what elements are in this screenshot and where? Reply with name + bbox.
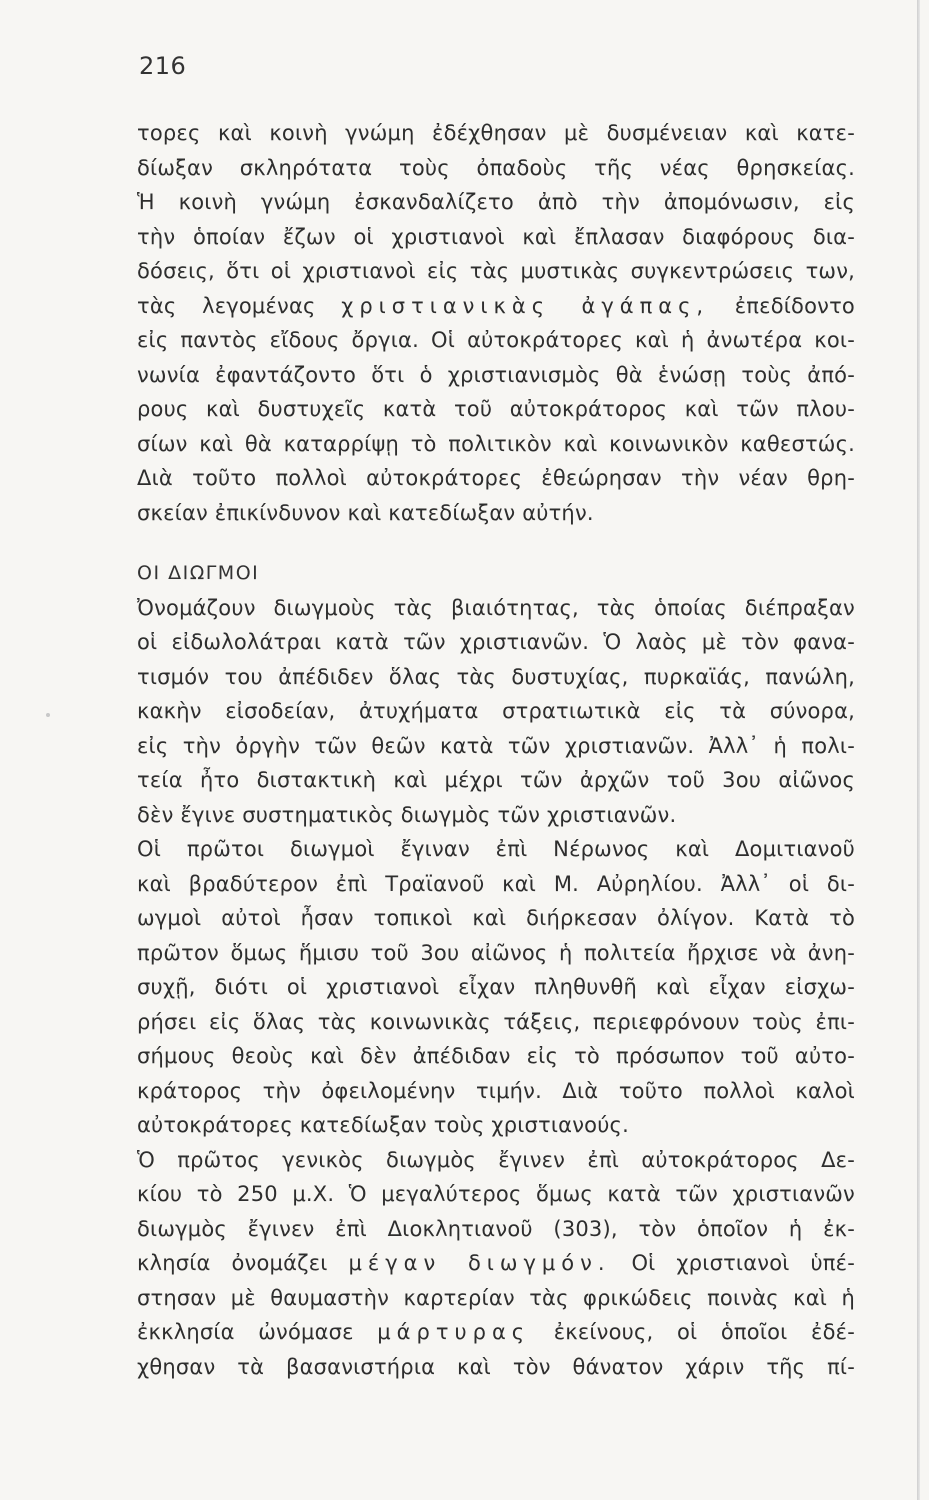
text-line: κράτορος τὴν ὀφειλομένην τιμήν. Διὰ τοῦτο πολλοὶ καλοὶ [137,1078,855,1103]
text-run: ἐπεδίδοντο [734,293,855,318]
emphasized-term: μέγαν διωγμόν. [348,1251,611,1275]
text-line: αὐτοκράτορες κατεδίωξαν τοὺς χριστιανούς. [137,1113,629,1137]
text-line: τισμόν του ἀπέδιδεν ὅλας τὰς δυστυχίας, πυρκαϊάς, πανώλη, [137,664,855,689]
body-text [137,116,855,1384]
page-edge-shadow [917,0,920,1500]
text-line: Οἱ πρῶτοι διωγμοὶ ἔγιναν ἐπὶ Νέρωνος καὶ Δομιτιανοῦ [137,837,855,861]
text-line: πρῶτον ὅμως ἥμισυ τοῦ 3ου αἰῶνος ἡ πολιτεία ἤρχισε νὰ ἀνη- [137,940,855,965]
text-run: Οἱ χριστιανοὶ ὑπέ- [631,1251,855,1275]
text-line: ωγμοὶ αὐτοὶ ἦσαν τοπικοὶ καὶ διήρκεσαν ὀλίγον. Κατὰ τὸ [137,906,855,930]
text-run: ἐκκλησία ὠνόμασε [137,1320,354,1344]
emphasized-term: μάρτυρας [377,1320,531,1344]
text-line: δίωξαν σκληρότατα τοὺς ὀπαδοὺς τῆς νέας θρησκείας. [137,155,855,180]
text-line [137,1315,855,1350]
text-line: κακὴν εἰσοδείαν, ἀτυχήματα στρατιωτικὰ εἰς τὰ σύνορα, [137,699,855,723]
text-line: Ὁ πρῶτος γενικὸς διωγμὸς ἔγινεν ἐπὶ αὐτοκράτορος Δε- [137,1147,855,1172]
text-line: συχῇ, διότι οἱ χριστιανοὶ εἶχαν πληθυνθῆ καὶ εἶχαν εἰσχω- [137,975,855,999]
text-line: σίων καὶ θὰ καταρρίψῃ τὸ πολιτικὸν καὶ κοινωνικὸν καθεστώς. [137,431,855,456]
section-heading: ΟΙ ΔΙΩΓΜΟΙ [137,562,260,584]
margin-speck [46,713,50,717]
text-line: εἰς τὴν ὀργὴν τῶν θεῶν κατὰ τῶν χριστιανῶν. Ἀλλ᾽ ἡ πολι- [137,733,855,758]
text-line: δόσεις, ὅτι οἱ χριστιανοὶ εἰς τὰς μυστικὰς συγκεντρώσεις των, [137,259,855,283]
text-line [137,1246,855,1281]
text-line: σήμους θεοὺς καὶ δὲν ἀπέδιδαν εἰς τὸ πρόσωπον τοῦ αὐτο- [137,1044,855,1068]
text-line: διωγμὸς ἔγινεν ἐπὶ Διοκλητιανοῦ (303), τὸν ὁποῖον ἡ ἐκ- [137,1216,855,1241]
text-line: τεία ἦτο διστακτικὴ καὶ μέχρι τῶν ἀρχῶν τοῦ 3ου αἰῶνος [137,768,855,792]
text-line: Ὀνομάζουν διωγμοὺς τὰς βιαιότητας, τὰς ὁποίας διέπραξαν [137,595,855,620]
text-line: σκείαν ἐπικίνδυνον καὶ κατεδίωξαν αὐτήν. [137,500,594,525]
text-run: κλησία ὀνομάζει [137,1251,328,1275]
emphasized-term: χριστιανικὰς ἀγάπας, [341,293,710,318]
text-run: ἐκείνους, οἱ ὁποῖοι ἐδέ- [553,1320,855,1344]
text-line: ρους καὶ δυστυχεῖς κατὰ τοῦ αὐτοκράτορος καὶ τῶν πλου- [137,397,855,421]
text-line [137,289,855,324]
text-line: δὲν ἔγινε συστηματικὸς διωγμὸς τῶν χριστιανῶν. [137,802,677,827]
text-line: στησαν μὲ θαυμαστὴν καρτερίαν τὰς φρικώδεις ποινὰς καὶ ἡ [137,1285,855,1310]
text-line: τορες καὶ κοινὴ γνώμη ἐδέχθησαν μὲ δυσμένειαν καὶ κατε- [137,121,855,145]
text-line: Διὰ τοῦτο πολλοὶ αὐτοκράτορες ἐθεώρησαν τὴν νέαν θρη- [137,466,855,490]
page-number: 216 [139,52,187,80]
text-line: ρήσει εἰς ὅλας τὰς κοινωνικὰς τάξεις, περιεφρόνουν τοὺς ἐπι- [137,1009,855,1034]
text-line: χθησαν τὰ βασανιστήρια καὶ τὸν θάνατον χάριν τῆς πί- [137,1354,855,1379]
text-line: οἱ εἰδωλολάτραι κατὰ τῶν χριστιανῶν. Ὁ λαὸς μὲ τὸν φανα- [137,630,855,654]
text-line: Ἡ κοινὴ γνώμη ἐσκανδαλίζετο ἀπὸ τὴν ἀπομόνωσιν, εἰς [137,190,855,214]
text-line: νωνία ἐφαντάζοντο ὅτι ὁ χριστιανισμὸς θὰ ἑνώσῃ τοὺς ἀπό- [137,362,855,387]
text-line: εἰς παντὸς εἴδους ὄργια. Οἱ αὐτοκράτορες καὶ ἡ ἀνωτέρα κοι- [137,328,855,352]
text-line: κίου τὸ 250 μ.Χ. Ὁ μεγαλύτερος ὅμως κατὰ τῶν χριστιανῶν [137,1182,855,1206]
text-line: τὴν ὁποίαν ἔζων οἱ χριστιανοὶ καὶ ἔπλασαν διαφόρους δια- [137,224,855,249]
text-run: τὰς λεγομένας [137,293,316,318]
text-line: καὶ βραδύτερον ἐπὶ Τραϊανοῦ καὶ Μ. Αὐρηλίου. Ἀλλ᾽ οἱ δι- [137,871,855,896]
